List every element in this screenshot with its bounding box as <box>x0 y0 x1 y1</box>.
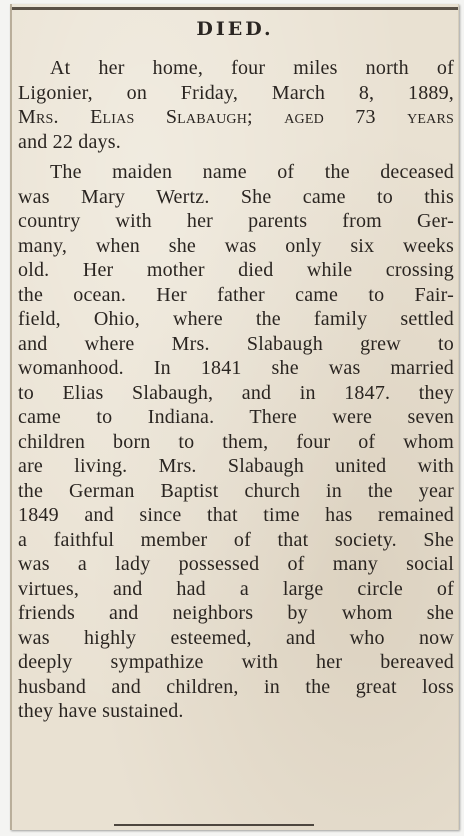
text-line: virtues, and had a large circle of <box>18 577 454 600</box>
text-line: old. Her mother died while crossing <box>18 259 454 281</box>
newspaper-clipping <box>10 4 459 830</box>
text-line: Ligonier, on Friday, March 8, 1889, <box>18 81 454 104</box>
text-line: many, when she was only six weeks <box>18 234 454 257</box>
text-line: Mrs. Elias Slabaugh; aged 73 years <box>18 106 454 128</box>
text-line: are living. Mrs. Slabaugh united with <box>18 455 454 477</box>
text-line: husband and children, in the great loss <box>18 675 454 698</box>
text-line: was highly esteemed, and who now <box>18 626 454 649</box>
text-line: The maiden name of the deceased <box>50 161 454 183</box>
text-line: the ocean. Her father came to Fair- <box>18 283 454 306</box>
text-line: children born to them, four of whom <box>18 430 454 453</box>
obituary-heading: DIED. <box>196 18 274 40</box>
text-line: womanhood. In 1841 she was married <box>18 357 454 379</box>
text-line: At her home, four miles north of <box>50 57 454 79</box>
text-line: and 22 days. <box>18 130 121 153</box>
top-rule <box>12 7 458 10</box>
text-line: 1849 and since that time has remained <box>18 504 454 526</box>
obituary-body <box>18 56 454 724</box>
text-line: friends and neighbors by whom she <box>18 602 454 624</box>
text-line: was Mary Wertz. She came to this <box>18 185 454 208</box>
text-line: and where Mrs. Slabaugh grew to <box>18 332 454 355</box>
bottom-rule <box>114 824 314 826</box>
text-line: field, Ohio, where the family settled <box>18 308 454 330</box>
text-line: country with her parents from Ger- <box>18 210 454 232</box>
text-line: was a lady possessed of many social <box>18 553 454 575</box>
text-line: they have sustained. <box>18 700 184 722</box>
text-line: the German Baptist church in the year <box>18 479 454 502</box>
text-line: a faithful member of that society. She <box>18 528 454 551</box>
text-line: came to Indiana. There were seven <box>18 406 454 428</box>
text-line: deeply sympathize with her bereaved <box>18 651 454 673</box>
text-line: to Elias Slabaugh, and in 1847. they <box>18 381 454 404</box>
